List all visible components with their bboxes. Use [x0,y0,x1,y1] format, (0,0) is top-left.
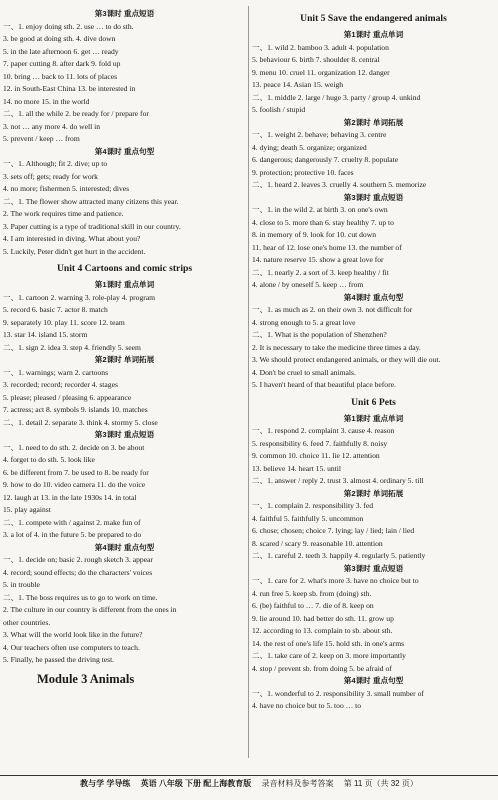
answer-line: 4. no more; fishermen 5. interested; dives [3,184,130,193]
answer-line: 5. behaviour 6. birth 7. shoulder 8. central [252,55,380,64]
answer-line: 二、1. middle 2. large / huge 3. party / group 4. unkind [252,92,421,102]
answer-line: 二、1. heard 2. leaves 3. cruelly 4. southern 5. memorize [252,180,427,189]
answer-line: 3. What will the world look like in the future? [3,630,143,639]
answer-line: 3. a lot of 4. in the future 5. be prepared to do [3,530,142,539]
answer-line: 一、1. respond 2. complaint 3. cause 4. reason [252,426,395,435]
lesson-heading: 第1课时 重点单词 [343,30,404,39]
answer-line: 4. stop / prevent sb. from doing 5. be afraid of [252,663,392,673]
answer-line: 4. Don't be cruel to small animals. [252,367,356,377]
answer-line: 3. sets off; gets; ready for work [3,171,98,181]
lesson-heading: 第4课时 重点句型 [343,292,404,302]
answer-line: 一、1. in the wild 2. at birth 3. on one's own [252,205,388,214]
left-column [3,8,246,688]
answer-line: 4. record; sound effects; do the characters' voices [3,567,153,577]
answer-line: 2. It is necessary to take the medicine three times a day. [252,342,421,352]
answer-line: 6. be different from 7. be used to 8. be ready for [3,467,149,477]
answer-line: 3. be good at doing sth. 4. dive down [3,34,116,43]
answer-line: 9. separately 10. play 11. score 12. team [3,317,125,327]
answer-line: 9. how to do 10. video camera 11. do the voice [3,480,146,489]
lesson-heading: 第3课时 重点短语 [94,430,155,439]
answer-line: 二、1. The flower show attracted many citizens this year. [3,196,179,206]
answer-line: 3. not … any more 4. do well in [3,121,101,131]
answer-line: 8. scared / scary 9. reasonable 10. attention [252,538,383,548]
answer-line: 5. in trouble [3,580,40,589]
answer-line: 二、1. detail 2. separate 3. think 4. stormy 5. close [3,417,158,427]
answer-line: 2. The culture in our country is different from the ones in [3,605,177,614]
answer-line: 一、1. care for 2. what's more 3. have no choice but to [252,576,419,585]
answer-line: 5. I haven't heard of that beautiful place before. [252,380,396,389]
answer-line: 一、1. as much as 2. on their own 3. not difficult for [252,305,413,314]
answer-line: 13. peace 14. Asian 15. weigh [252,80,344,89]
answer-line: 4. have no choice but to 5. too … to [252,701,362,710]
answer-line: 5. prevent / keep … from [3,134,80,143]
answer-line: 一、1. wonderful to 2. responsibility 3. small number of [252,688,424,698]
lesson-heading: 第4课时 重点句型 [94,542,155,552]
answer-line: 6. dangerous; dangerously 7. cruelty 8. populate [252,155,399,164]
answer-line: 二、1. all the while 2. be ready for / prepare for [3,109,149,118]
answer-line: 二、1. careful 2. teeth 3. happily 4. regularly 5. patiently [252,551,426,560]
answer-line: 3. recorded; record; recorder 4. stages [3,380,118,389]
lesson-heading: 第2课时 单词拓展 [343,488,404,498]
answer-line: 5. record 6. basic 7. actor 8. match [3,305,108,314]
answer-line: 一、1. cartoon 2. warning 3. role-play 4. program [3,292,156,302]
answer-line: 15. play against [3,505,51,514]
answer-line: 4. forget to do sth. 5. look like [3,455,95,464]
answer-line: 5. Finally, he passed the driving test. [3,655,115,664]
answer-line: 5. foolish / stupid [252,105,306,114]
answer-line: 二、1. compete with / against 2. make fun of [3,517,141,527]
lesson-heading: 第3课时 重点短语 [343,192,404,202]
answer-line: 4. faithful 5. faithfully 5. uncommon [252,513,364,523]
right-column [252,8,495,713]
page-footer [0,775,498,792]
footer-brand: 教与学 学导练 [80,779,131,788]
answer-line: 7. actress; act 8. symbols 9. islands 10. matches [3,405,148,414]
answer-line: 4. run free 5. keep sb. from (doing) sth. [252,588,372,598]
answer-line: 二、1. take care of 2. keep on 3. more importantly [252,651,406,660]
footer-page-number: 第 11 页（共 32 页） [343,779,418,788]
answer-line: 6. (be) faithful to … 7. die of 8. keep on [252,601,374,610]
unit-title: Unit 4 Cartoons and comic strips [56,263,193,274]
lesson-heading: 第1课时 重点单词 [343,413,404,423]
answer-line: 14. the rest of one's life 15. hold sth. in one's arms [252,638,405,648]
answer-line: 5. in the late afternoon 6. get … ready [3,46,119,56]
answer-line: 一、1. Although; fit 2. dive; up to [3,159,108,168]
answer-line: 一、1. wild 2. bamboo 3. adult 4. population [252,42,389,52]
lesson-heading: 第3课时 重点短语 [343,563,404,573]
answer-line: 一、1. enjoy doing sth. 2. use … to do sth. [3,21,134,31]
answer-line: 9. lie around 10. had better do sth. 11. grow up [252,613,394,623]
answer-line: 4. dying; death 5. organize; organized [252,142,367,152]
answer-line: 12. laugh at 13. in the late 1930s 14. in total [3,492,137,502]
footer-subject: 英语 八年级 下册 配上海教育版 [140,779,252,788]
answer-line: 9. protection; protective 10. faces [252,167,354,177]
answer-line: 一、1. complain 2. responsibility 3. fed [252,501,374,510]
lesson-heading: 第1课时 重点单词 [94,280,155,289]
answer-line: 5. please; pleased / pleasing 6. appearance [3,392,132,402]
answer-line: 12. in South-East China 13. be interested in [3,84,136,93]
answer-line: 二、1. What is the population of Shenzhen? [252,330,387,339]
answer-line: 10. bring … back to 11. lots of places [3,71,118,81]
answer-line: 14. no more 15. in the world [3,96,90,106]
answer-line: 12. according to 13. complain to sb. about sth. [252,626,393,635]
answer-line: 2. The work requires time and patience. [3,209,124,218]
unit-title: Unit 6 Pets [351,396,396,408]
answer-line: 一、1. warnings; warn 2. cartoons [3,367,109,377]
answer-line: 二、1. nearly 2. a sort of 3. keep healthy / fit [252,267,389,277]
lesson-heading: 第3课时 重点短语 [94,9,155,18]
answer-line: 一、1. need to do sth. 2. decide on 3. be about [3,442,145,452]
answer-line: 9. menu 10. cruel 11. organization 12. danger [252,67,390,77]
answer-line: 5. Luckily, Peter didn't get hurt in the accident. [3,246,146,256]
answer-line: 4. alone / by oneself 5. keep … from [252,280,364,289]
lesson-heading: 第4课时 重点句型 [343,676,404,685]
answer-line: 二、1. sign 2. idea 3. step 4. friendly 5. seem [3,342,141,352]
lesson-heading: 第2课时 单词拓展 [94,355,155,364]
answer-line: 一、1. weight 2. behave; behaving 3. centre [252,130,387,139]
answer-line: 14. nature reserve 15. show a great love for [252,255,384,264]
answer-line: 6. chose; chosen; choice 7. lying; lay / lied; lain / lied [252,526,415,535]
answer-line: 5. responsibility 6. feed 7. faithfully 8. noisy [252,438,388,448]
answer-line: 3. Paper cutting is a type of traditional skill in our country. [3,221,181,231]
column-divider [248,6,249,758]
answer-line: 4. strong enough to 5. a great love [252,317,356,327]
answer-line: 9. common 10. choice 11. lie 12. attention [252,451,380,460]
footer-section: 录音材料及参考答案 [261,779,334,788]
lesson-heading: 第2课时 单词拓展 [343,117,404,127]
module-title: Module 3 Animals [37,671,135,686]
answer-line: 13. believe 14. heart 15. until [252,463,341,473]
answer-line: 4. Our teachers often use computers to teach. [3,642,140,652]
lesson-heading: 第4课时 重点句型 [94,146,155,156]
answer-line: 13. star 14. island 15. storm [3,330,88,339]
answer-line: 二、1. answer / reply 2. trust 3. almost 4. ordinary 5. till [252,476,424,485]
answer-line: 4. I am interested in diving. What about you? [3,234,141,243]
answer-line: other countries. [3,617,51,627]
unit-title: Unit 5 Save the endangered animals [300,13,447,24]
answer-line: 4. close to 5. more than 6. stay healthy 7. up to [252,217,394,227]
answer-line: 11. hear of 12. lose one's home 13. the number of [252,242,402,252]
answer-line: 8. in memory of 9. look for 10. cut down [252,230,377,239]
answer-line: 一、1. decide on; basic 2. rough sketch 3. appear [3,555,153,564]
answer-line: 3. We should protect endangered animals, or they will die out. [252,355,441,364]
answer-line: 7. paper cutting 8. after dark 9. fold up [3,59,121,68]
answer-line: 二、1. The boss requires us to go to work on time. [3,592,158,602]
